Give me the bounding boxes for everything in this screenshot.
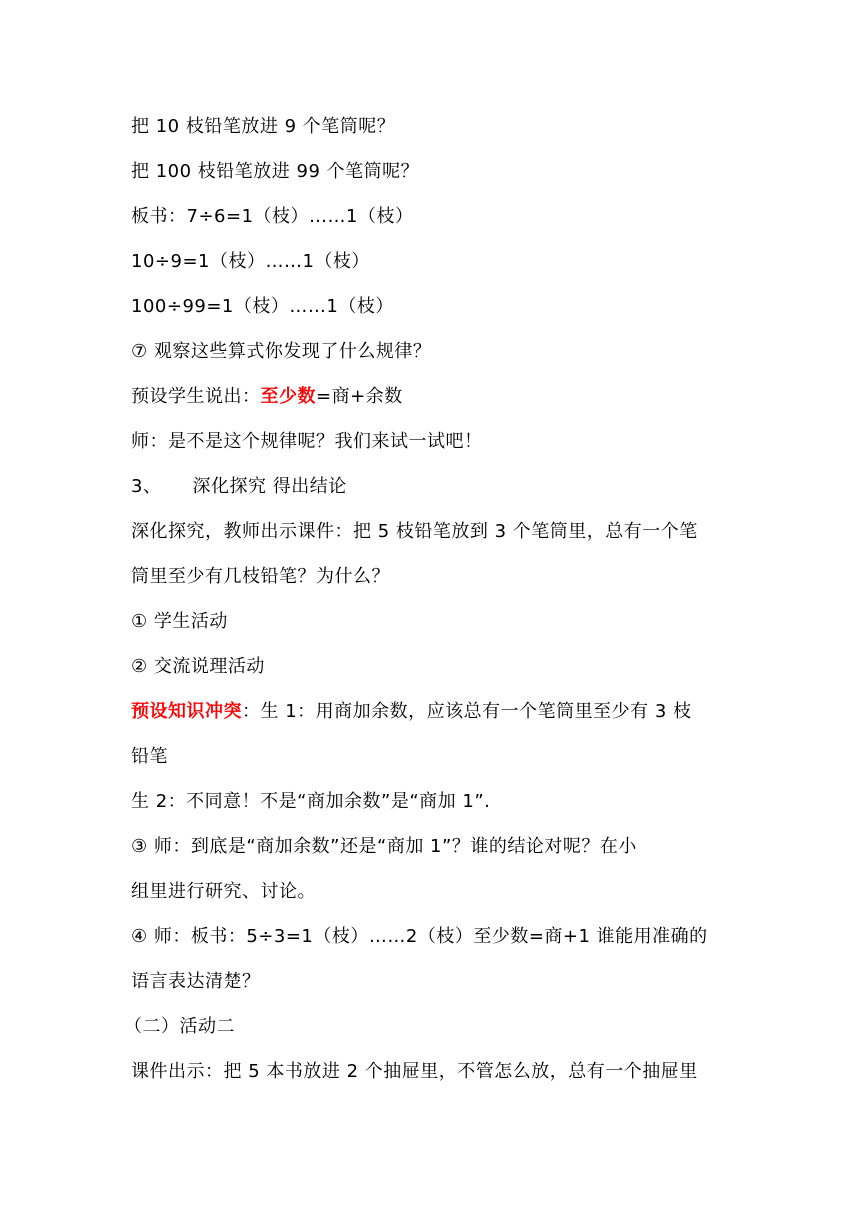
- text-segment: ：生 1：用商加余数，应该总有一个笔筒里至少有 3 枝: [242, 701, 692, 722]
- section-heading: 3、 深化探究 得出结论: [131, 476, 347, 497]
- text-segment: =商+余数: [316, 386, 403, 407]
- text-line: 把 10 枝铅笔放进 9 个笔筒呢？: [131, 116, 396, 137]
- text-line: 铅笔: [131, 746, 168, 767]
- text-line: ④ 师：板书：5÷3=1（枝）……2（枝）至少数=商+1 谁能用准确的: [131, 926, 708, 947]
- text-line: 师：是不是这个规律呢？我们来试一试吧！: [131, 431, 483, 452]
- text-line: [131, 700, 741, 724]
- highlighted-text: 预设知识冲突: [131, 701, 242, 722]
- text-line: 筒里至少有几枝铅笔？为什么？: [131, 566, 390, 587]
- text-line: 100÷99=1（枝）……1（枝）: [131, 296, 394, 317]
- text-line: 深化探究，教师出示课件：把 5 枝铅笔放到 3 个笔筒里，总有一个笔: [131, 521, 698, 542]
- text-line: 语言表达清楚？: [131, 971, 261, 992]
- text-line: 课件出示：把 5 本书放进 2 个抽屉里，不管怎么放，总有一个抽屉里: [131, 1061, 698, 1082]
- text-line: ① 学生活动: [131, 611, 228, 632]
- text-line: 生 2：不同意！不是“商加余数”是“商加 1”.: [131, 791, 491, 812]
- text-line: [131, 385, 741, 409]
- text-segment: 预设学生说出：: [131, 386, 261, 407]
- text-line: 10÷9=1（枝）……1（枝）: [131, 251, 370, 272]
- text-line: ⑦ 观察这些算式你发现了什么规律？: [131, 341, 432, 362]
- text-line: 组里进行研究、讨论。: [131, 881, 316, 902]
- section-heading: （二）活动二: [124, 1016, 235, 1037]
- text-line: 板书：7÷6=1（枝）……1（枝）: [131, 206, 414, 227]
- text-line: ③ 师：到底是“商加余数”还是“商加 1”？谁的结论对呢？在小: [131, 836, 637, 857]
- text-line: 把 100 枝铅笔放进 99 个笔筒呢？: [131, 161, 420, 182]
- text-line: ② 交流说理活动: [131, 656, 265, 677]
- highlighted-text: 至少数: [260, 386, 316, 407]
